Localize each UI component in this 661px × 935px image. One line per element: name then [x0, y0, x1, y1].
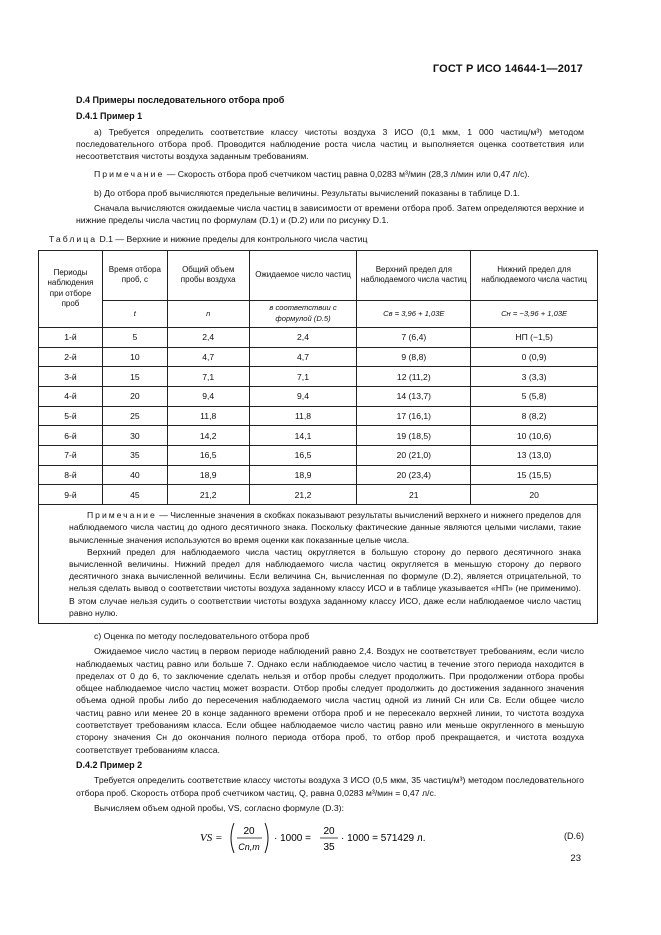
- part-c-title: с) Оценка по методу последовательного отбора проб: [94, 630, 310, 641]
- document-body: [47, 94, 588, 858]
- cell-expected: 2,4: [249, 327, 357, 347]
- example1-title: D.4.1 Пример 1: [76, 111, 143, 122]
- formula-num1: 20: [243, 826, 255, 838]
- paren-left: [231, 823, 234, 853]
- col-header-volume: Общий объем пробы воздуха: [167, 250, 249, 300]
- cell-volume: 9,4: [167, 387, 249, 407]
- table-note-label: Примечание: [87, 510, 157, 521]
- cell-lower: 8 (8,2): [471, 406, 598, 426]
- cell-expected: 18,9: [249, 465, 357, 485]
- cell-expected: 21,2: [249, 485, 357, 505]
- cell-lower: НП (−1,5): [471, 327, 598, 347]
- formula-den1: Cn,m: [238, 842, 260, 853]
- col-header-expected: Ожидаемое число частиц: [249, 250, 357, 300]
- formula-svg: [200, 819, 460, 857]
- note1-label: Примечание: [94, 169, 165, 180]
- formula-lhs: VS =: [200, 832, 223, 845]
- page-header: ГОСТ Р ИСО 14644-1—2017: [432, 63, 583, 75]
- paren-right: [265, 823, 268, 853]
- table-note-p2: Верхний предел для наблюдаемого числа частиц округляется в большую сторону до первого десятичного знака вычисленной величины. Нижний предел для наблюдаемого числа частиц округляется в меньшую сторону до первого десятичного знака вычисленной величины. Если величина Сн, вычисленная по формуле (D.2), является отрицательной, то нельзя сделать вывод о соответствии чистоты воздуха заданному классу ИСО и в таблице указывается «НП» (не применимо). В этом случае нельзя судить о соответствии чистоты воздуха заданному классу ИСО, даже если наблюдаемое число частиц равно нулю.: [69, 546, 581, 618]
- cell-period: 2-й: [39, 347, 103, 367]
- cell-upper: 9 (8,8): [357, 347, 471, 367]
- cell-time: 40: [102, 465, 167, 485]
- cell-period: 9-й: [39, 485, 103, 505]
- cell-expected: 16,5: [249, 446, 357, 466]
- cell-time: 20: [102, 387, 167, 407]
- cell-period: 5-й: [39, 406, 103, 426]
- cell-lower: 10 (10,6): [471, 426, 598, 446]
- table-row: [39, 327, 598, 347]
- table-row: [39, 465, 598, 485]
- cell-time: 30: [102, 426, 167, 446]
- cell-lower: 3 (3,3): [471, 367, 598, 387]
- cell-upper: 20 (21,0): [357, 446, 471, 466]
- cell-volume: 14,2: [167, 426, 249, 446]
- subheader-t: t: [102, 300, 167, 327]
- cell-time: 5: [102, 327, 167, 347]
- col-header-period: Периоды наблюдения при отборе проб: [39, 250, 103, 327]
- subheader-formula: в соответствии с формулой (D.5): [249, 300, 357, 327]
- cell-expected: 7,1: [249, 367, 357, 387]
- cell-lower: 15 (15,5): [471, 465, 598, 485]
- example2-text: Требуется определить соответствие классу чистоты воздуха 3 ИСО (0,5 мкм, 35 частиц/м³) методом последовательного отбора проб. Скорость отбора проб счетчиком частиц, Q, равна 0,0283 м³/мин = 0,47 л/с.: [76, 775, 584, 798]
- example2-text2: Вычисляем объем одной пробы, VS, согласно формуле (D.3):: [94, 802, 344, 813]
- table-note-p1: — Численные значения в скобках показывают результаты вычислений верхнего и нижнего пределов для наблюдаемого числа частиц до одного десятичного знака. Поскольку фактические данные являются целыми числами, такие вычисленные значения используются во время оценки как показанные целые числа.: [69, 510, 581, 545]
- example2-title: D.4.2 Пример 2: [76, 759, 143, 770]
- cell-time: 25: [102, 406, 167, 426]
- table-caption: [49, 233, 584, 245]
- cell-period: 1-й: [39, 327, 103, 347]
- table-row: [39, 426, 598, 446]
- cell-period: 6-й: [39, 426, 103, 446]
- cell-upper: 20 (23,4): [357, 465, 471, 485]
- formula-number: (D.6): [564, 831, 584, 842]
- cell-expected: 9,4: [249, 387, 357, 407]
- cell-expected: 4,7: [249, 347, 357, 367]
- paragraph-b: b) До отбора проб вычисляются предельные величины. Результаты вычислений показаны в таблице D.1.: [94, 187, 520, 198]
- cell-lower: 13 (13,0): [471, 446, 598, 466]
- col-header-time: Время отбора проб, с: [102, 250, 167, 300]
- cell-upper: 12 (11,2): [357, 367, 471, 387]
- formula-mid: · 1000 =: [274, 833, 311, 845]
- cell-upper: 19 (18,5): [357, 426, 471, 446]
- formula-num2: 20: [323, 826, 335, 838]
- part-c-text: Ожидаемое число частиц в первом периоде наблюдений равно 2,4. Воздух не соответствует требованиям, если число наблюдаемых частиц равно или больше 7. Однако если наблюдаемое число частиц в течение этого периода находится в пределах от 0 до 6, то заключение сделать нельзя и отбор пробы следует продолжить. При продолжении отбора пробы общее наблюдаемое число частиц может возрасти. Отбор пробы следует продолжить до достижения заданного значения объема одной пробы либо до пересечения наблюдаемого числа частиц одной из линий Сн или Св. Если общее число частиц равно или менее 20 в конце заданного времени отбора проб и не пересекало верхней линии, то чистота воздуха соответствует требованиям класса. Если общее наблюдаемое число частиц равно или меньше округленного в меньшую сторону значения Сн до окончания полного периода отбора проб, то отбор проб прекращается, и чистота воздуха соответствует требованиям класса.: [76, 646, 584, 755]
- page-number: 23: [570, 853, 581, 864]
- cell-volume: 4,7: [167, 347, 249, 367]
- formula-body: [200, 819, 460, 860]
- cell-time: 15: [102, 367, 167, 387]
- col-header-upper: Верхний предел для наблюдаемого числа частиц: [357, 250, 471, 300]
- cell-period: 3-й: [39, 367, 103, 387]
- cell-period: 7-й: [39, 446, 103, 466]
- note1: [76, 168, 584, 180]
- cell-period: 4-й: [39, 387, 103, 407]
- table-row: [39, 485, 598, 505]
- paragraph-a: а) Требуется определить соответствие классу чистоты воздуха 3 ИСО (0,1 мкм, 1 000 частиц/м³) методом последовательного отбора проб. Проводится наблюдение роста числа частиц и выполняется оценка соответствия или несоответствия чистоты воздуха заданным требованиям.: [76, 126, 584, 162]
- cell-upper: 14 (13,7): [357, 387, 471, 407]
- table-row: [39, 406, 598, 426]
- cell-volume: 2,4: [167, 327, 249, 347]
- table-row: [39, 347, 598, 367]
- table-row: [39, 387, 598, 407]
- table-note: [39, 505, 598, 624]
- cell-volume: 18,9: [167, 465, 249, 485]
- table-row: [39, 367, 598, 387]
- cell-lower: 0 (0,9): [471, 347, 598, 367]
- limits-table: [38, 250, 598, 624]
- cell-lower: 5 (5,8): [471, 387, 598, 407]
- subheader-upper-formula: Cв = 3,96 + 1,03E: [357, 300, 471, 327]
- table-caption-label: Таблица: [49, 233, 98, 244]
- cell-upper: 7 (6,4): [357, 327, 471, 347]
- cell-expected: 14,1: [249, 426, 357, 446]
- cell-volume: 11,8: [167, 406, 249, 426]
- paragraph-b2: Сначала вычисляются ожидаемые числа частиц в зависимости от времени отбора проб. Затем определяются верхние и нижние пределы числа частиц по формулам (D.1) и (D.2) или по рисунку D.1.: [76, 203, 584, 226]
- cell-time: 35: [102, 446, 167, 466]
- cell-upper: 17 (16,1): [357, 406, 471, 426]
- cell-period: 8-й: [39, 465, 103, 485]
- formula-den2: 35: [323, 842, 335, 854]
- cell-time: 10: [102, 347, 167, 367]
- cell-volume: 21,2: [167, 485, 249, 505]
- formula-rhs: · 1000 = 571429 л.: [341, 833, 426, 845]
- formula-d6: [76, 816, 584, 858]
- cell-upper: 21: [357, 485, 471, 505]
- section-title: D.4 Примеры последовательного отбора проб: [76, 95, 285, 105]
- note1-text: — Скорость отбора проб счетчиком частиц равна 0,0283 м³/мин (28,3 л/мин или 0,47 л/с).: [164, 169, 530, 180]
- cell-volume: 16,5: [167, 446, 249, 466]
- cell-expected: 11,8: [249, 406, 357, 426]
- table-caption-text: D.1 — Верхние и нижние пределы для контрольного числа частиц: [97, 233, 368, 244]
- table-row: [39, 446, 598, 466]
- cell-time: 45: [102, 485, 167, 505]
- col-header-lower: Нижний предел для наблюдаемого числа частиц: [471, 250, 598, 300]
- subheader-lower-formula: Cн = −3,96 + 1,03E: [471, 300, 598, 327]
- cell-lower: 20: [471, 485, 598, 505]
- cell-volume: 7,1: [167, 367, 249, 387]
- subheader-n: n: [167, 300, 249, 327]
